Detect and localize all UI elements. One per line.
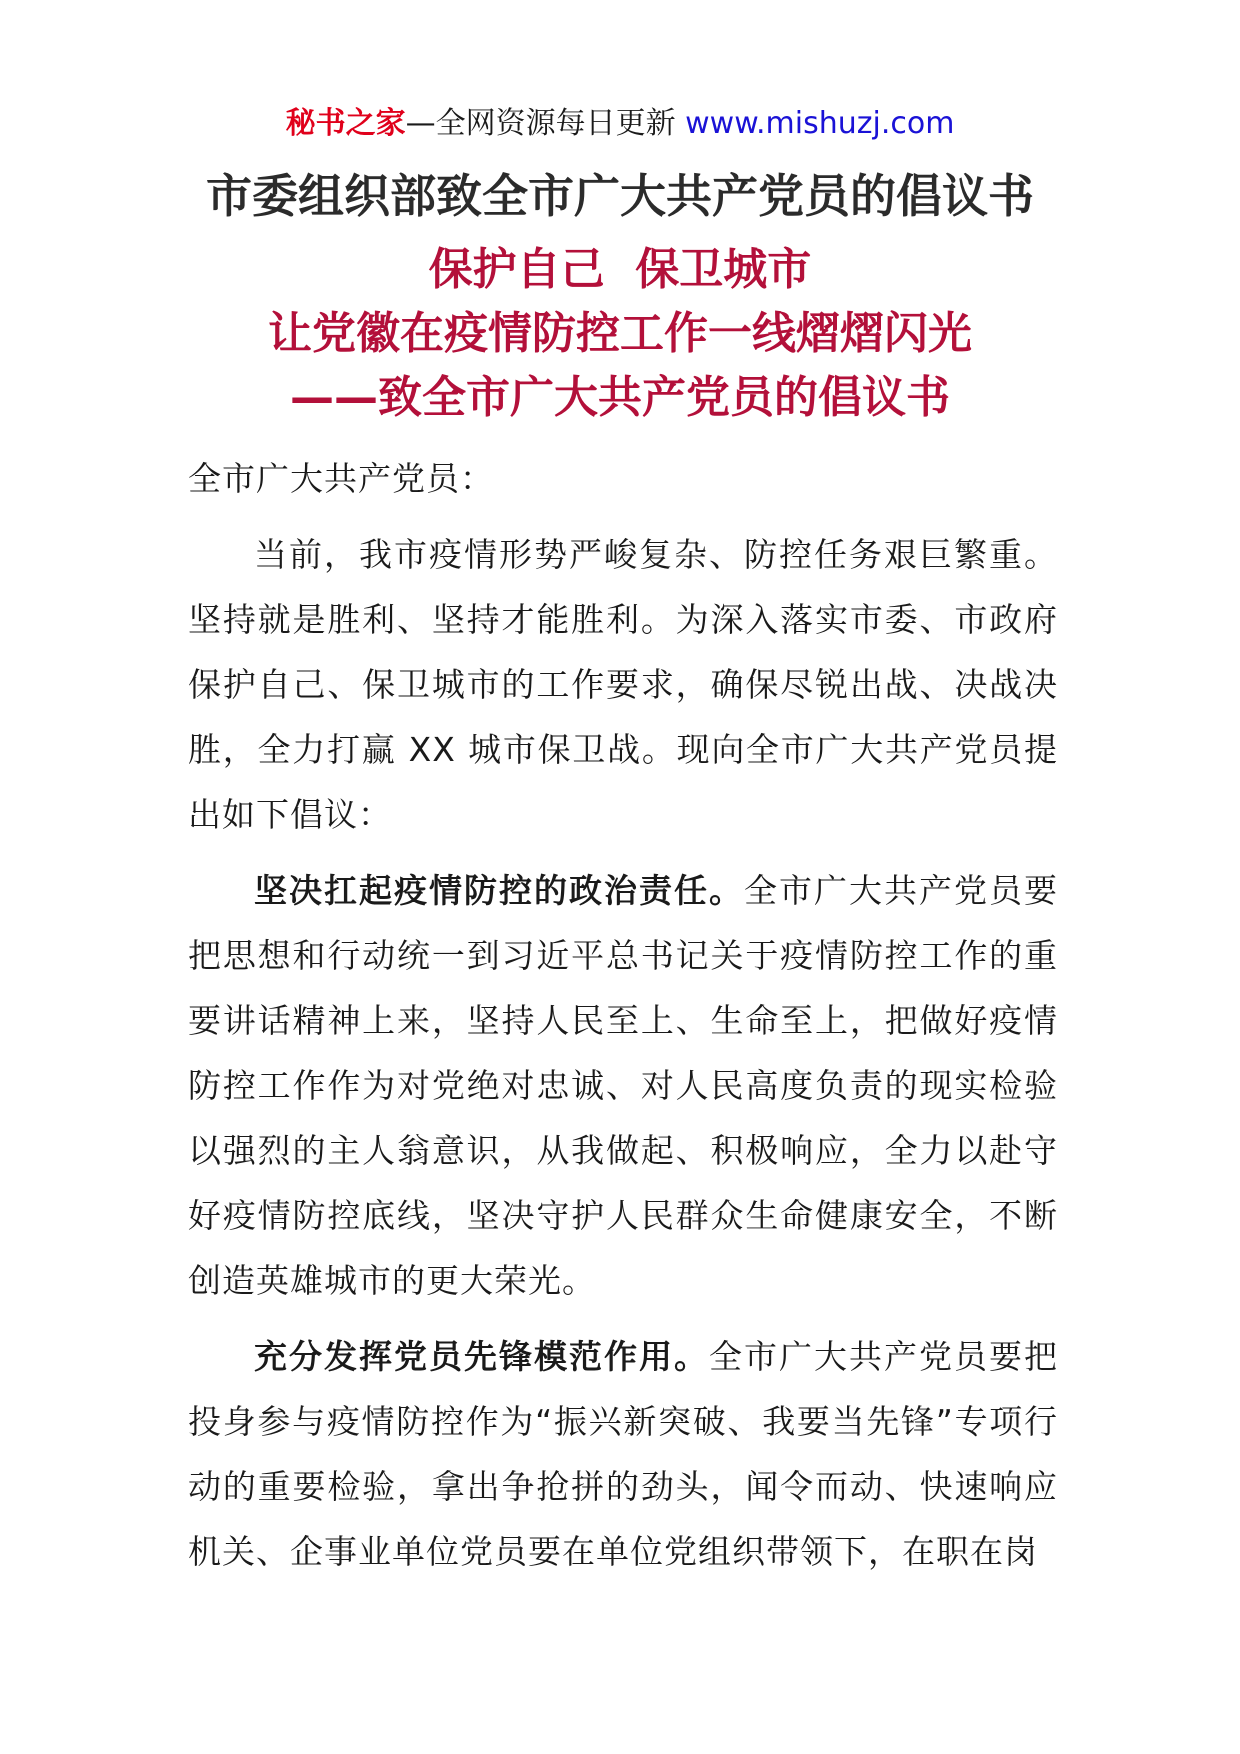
paragraph-intro [188,522,1058,847]
document-title: 市委组织部致全市广大共产党员的倡议书 [206,169,1034,223]
paragraph-lead: 坚决扛起疫情防控的政治责任。 [254,871,744,910]
paragraph-text: 当前，我市疫情形势严峻复杂、防控任务艰巨繁重。坚持就是胜利、坚持才能胜利。为深入落实市委、市政府保护自己、保卫城市的工作要求，确保尽锐出战、决战决胜，全力打赢 XX 城市保卫战。现向全市广大共产党员提出如下倡议： [188,535,1058,834]
subtitle-line-3: ——致全市广大共产党员的倡议书 [290,372,950,423]
subtitle-line-2: 让党徽在疫情防控工作一线熠熠闪光 [268,308,972,359]
site-slogan: —全网资源每日更新 [405,106,686,141]
site-watermark-header [0,104,1240,144]
site-brand: 秘书之家 [285,106,406,141]
site-url-link[interactable]: www.mishuzj.com [685,106,955,141]
document-body [188,446,1058,1595]
paragraph-text: 全市广大共产党员要把投身参与疫情防控作为“振兴新突破、我要当先锋”专项行动的重要检验，拿出争抢拼的劲头，闻令而动、快速响应机关、企事业单位党员要在单位党组织带领下，在职在岗 [188,1337,1058,1571]
paragraph-text: 全市广大共产党员要把思想和行动统一到习近平总书记关于疫情防控工作的重要讲话精神上来，坚持人民至上、生命至上，把做好疫情防控工作作为对党绝对忠诚、对人民高度负责的现实检验以强烈的主人翁意识，从我做起、积极响应，全力以赴守好疫情防控底线，坚决守护人民群众生命健康安全，不断创造英雄城市的更大荣光。 [188,871,1058,1300]
salutation: 全市广大共产党员： [188,459,494,498]
subtitle-line-1: 保护自己 保卫城市 [428,244,812,295]
paragraph-political-responsibility [188,858,1058,1313]
paragraph-lead: 充分发挥党员先锋模范作用。 [254,1337,709,1376]
paragraph-vanguard-role [188,1324,1058,1584]
subtitle-block [0,238,1240,430]
